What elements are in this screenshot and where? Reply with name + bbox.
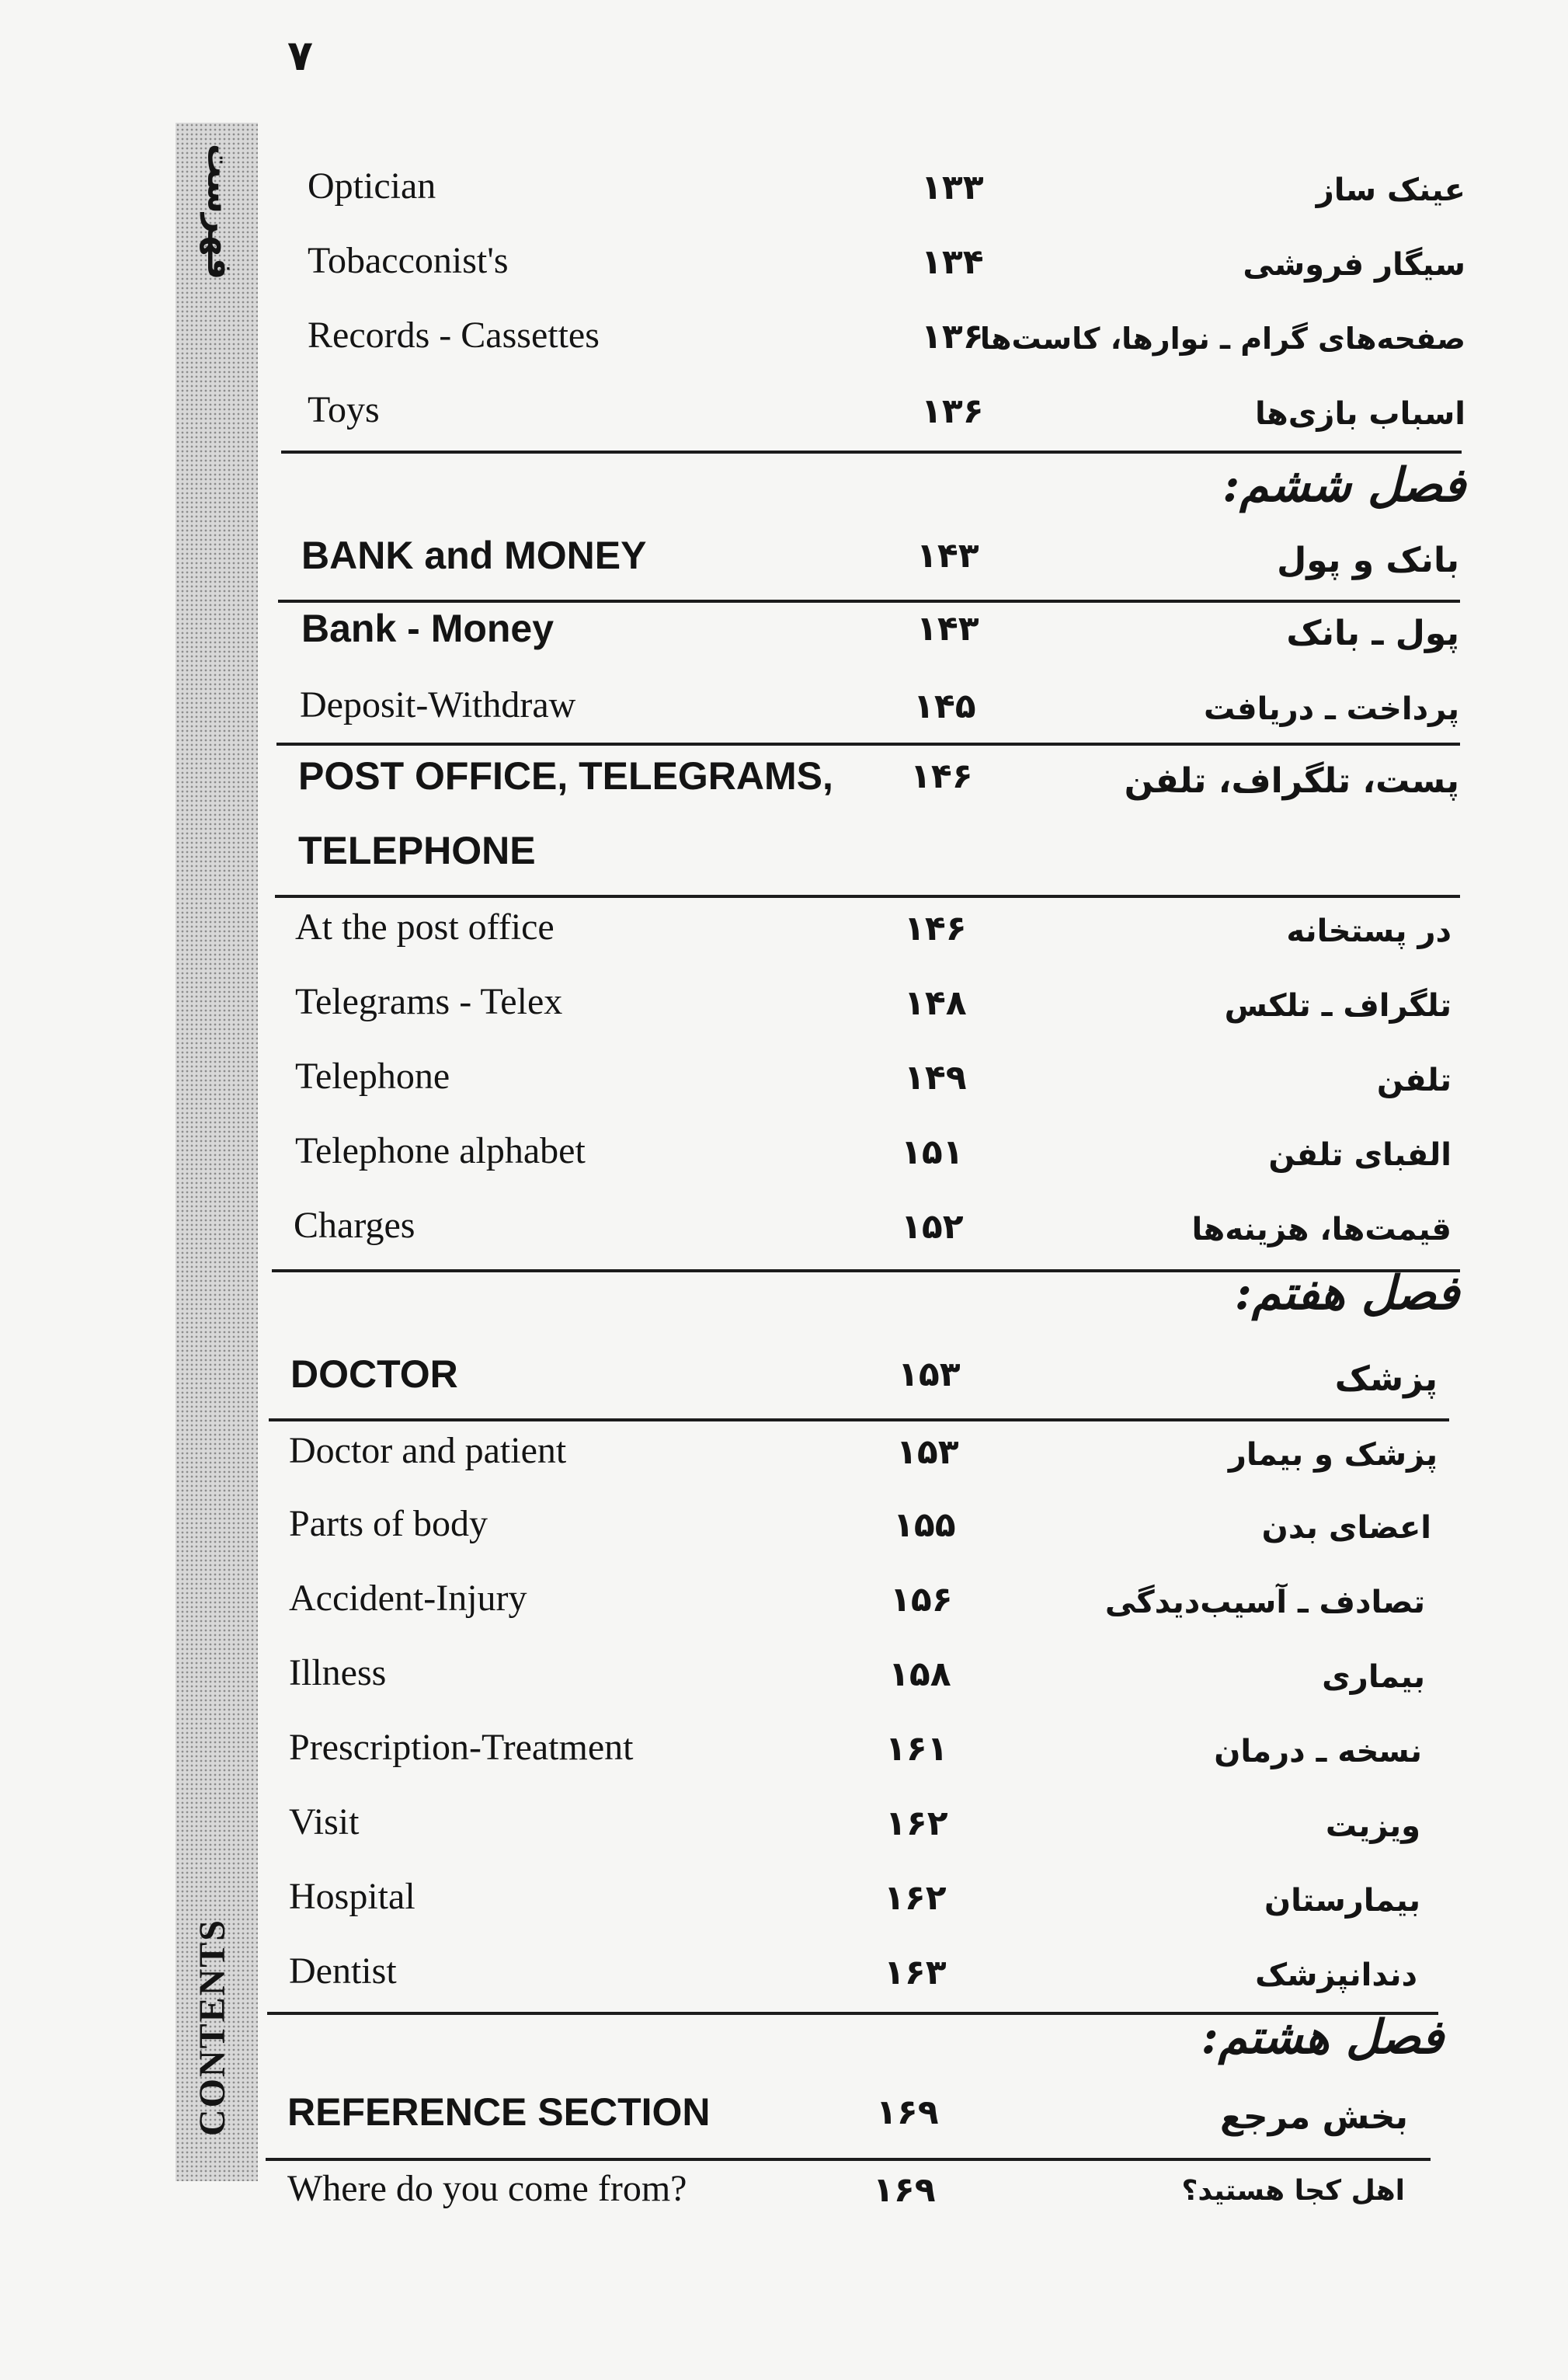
- heading-english: POST OFFICE, TELEGRAMS,: [298, 754, 833, 798]
- toc-entry: [0, 1726, 1568, 1788]
- section-heading-line2: [0, 828, 1568, 890]
- entry-persian: صفحه‌های گرام ـ نوارها، کاست‌ها: [979, 322, 1465, 356]
- heading-persian: پزشک: [1334, 1359, 1438, 1399]
- entry-page: ۱۵۲: [901, 1207, 964, 1247]
- entry-persian: اهل کجا هستید؟: [1181, 2175, 1405, 2207]
- entry-page: ۱۳۶: [921, 391, 984, 431]
- section-divider: [266, 2158, 1431, 2161]
- toc-entry: [0, 1055, 1568, 1117]
- entry-english: Telephone alphabet: [295, 1130, 586, 1171]
- entry-english: Telephone: [295, 1056, 450, 1097]
- side-label-en: CONTENTS: [192, 1919, 233, 2137]
- toc-entry: [0, 1204, 1568, 1266]
- toc-entry: [0, 1950, 1568, 2012]
- entry-english: Where do you come from?: [287, 2168, 687, 2209]
- entry-persian: اسباب بازی‌ها: [1255, 396, 1465, 432]
- toc-entry: [0, 906, 1568, 968]
- entry-english: Illness: [289, 1652, 387, 1693]
- entry-persian: قیمت‌ها، هزینه‌ها: [1191, 1212, 1452, 1247]
- entry-persian: اعضای بدن: [1261, 1510, 1431, 1546]
- entry-page: ۱۵۳: [896, 1432, 959, 1472]
- side-label-fa: فهرست: [200, 144, 239, 280]
- toc-entry: [0, 1801, 1568, 1863]
- entry-persian: پرداخت ـ دریافت: [1204, 691, 1459, 727]
- chapter-title: فصل هفتم:: [1234, 1266, 1459, 1320]
- heading-persian: بخش مرجع: [1219, 2097, 1408, 2137]
- entry-page: ۱۴۶: [904, 909, 967, 948]
- entry-english: Tobacconist's: [308, 240, 509, 281]
- entry-persian: ویزیت: [1325, 1808, 1420, 1844]
- entry-english: Records - Cassettes: [308, 315, 600, 356]
- toc-entry: [0, 388, 1568, 451]
- entry-page: ۱۵۶: [890, 1580, 953, 1620]
- entry-persian: در پستخانه: [1286, 913, 1452, 949]
- toc-entry: [0, 684, 1568, 746]
- heading-page: ۱۵۳: [898, 1355, 961, 1394]
- toc-entry: [0, 1429, 1568, 1491]
- heading-page: ۱۶۹: [876, 2093, 939, 2132]
- entry-english: At the post office: [295, 906, 555, 948]
- toc-entry: [0, 2167, 1568, 2229]
- heading-english: DOCTOR: [290, 1352, 458, 1396]
- entry-page: ۱۴۳: [916, 609, 979, 649]
- entry-persian: عینک ساز: [1316, 172, 1465, 208]
- entry-persian: بیمارستان: [1264, 1883, 1420, 1919]
- entry-persian: الفبای تلفن: [1268, 1137, 1452, 1173]
- entry-english: Optician: [308, 165, 436, 207]
- entry-page: ۱۵۸: [888, 1655, 951, 1694]
- entry-page: ۱۵۱: [901, 1133, 964, 1172]
- entry-persian: تلفن: [1376, 1063, 1452, 1098]
- entry-persian: تلگراف ـ تلکس: [1224, 988, 1452, 1024]
- section-heading: [0, 533, 1568, 595]
- entry-page: ۱۶۲: [884, 1878, 947, 1918]
- entry-english: Deposit-Withdraw: [300, 684, 576, 725]
- entry-page: ۱۶۳: [884, 1953, 947, 1992]
- entry-english: Accident-Injury: [289, 1578, 527, 1619]
- chapter-title: فصل هشتم:: [1201, 2010, 1444, 2065]
- toc-entry: [0, 165, 1568, 227]
- entry-english: Charges: [294, 1205, 415, 1246]
- entry-english: Bank - Money: [301, 607, 555, 650]
- entry-page: ۱۴۸: [904, 983, 967, 1023]
- entry-persian: پول ـ بانک: [1286, 614, 1459, 653]
- section-heading: [0, 1352, 1568, 1414]
- heading-persian: پست، تلگراف، تلفن: [1124, 761, 1459, 801]
- section-divider: [278, 600, 1460, 603]
- heading-page: ۱۴۳: [916, 536, 979, 576]
- entry-page: ۱۳۴: [921, 242, 984, 282]
- toc-entry: [0, 239, 1568, 301]
- entry-english: Prescription-Treatment: [289, 1727, 634, 1768]
- heading-english: REFERENCE SECTION: [287, 2090, 711, 2134]
- entry-persian: تصادف ـ آسیب‌دیدگی: [1104, 1585, 1425, 1620]
- toc-entry: [0, 606, 1568, 668]
- heading-persian: بانک و پول: [1277, 541, 1459, 580]
- section-heading: [0, 2089, 1568, 2152]
- entry-page: ۱۵۵: [893, 1505, 956, 1545]
- entry-page: ۱۶۲: [885, 1804, 948, 1843]
- entry-english: Doctor and patient: [289, 1430, 567, 1471]
- entry-english: Toys: [308, 389, 380, 430]
- section-divider: [269, 1418, 1449, 1421]
- toc-entry: [0, 1577, 1568, 1639]
- section-divider: [275, 895, 1460, 898]
- heading-english-line2: TELEPHONE: [298, 829, 536, 872]
- toc-entry: [0, 314, 1568, 376]
- entry-page: ۱۴۹: [904, 1058, 967, 1098]
- entry-page: ۱۶۹: [873, 2170, 936, 2210]
- toc-entry: [0, 1129, 1568, 1192]
- entry-persian: بیماری: [1322, 1659, 1425, 1695]
- entry-page: ۱۶۱: [885, 1729, 948, 1769]
- entry-page: ۱۳۶: [921, 317, 984, 357]
- section-divider: [276, 743, 1460, 746]
- entry-english: Hospital: [289, 1876, 415, 1917]
- heading-page: ۱۴۶: [910, 757, 973, 796]
- toc-entry: [0, 980, 1568, 1042]
- entry-persian: دندانپزشک: [1255, 1957, 1417, 1993]
- page-number: ۷: [287, 31, 313, 80]
- entry-persian: نسخه ـ درمان: [1214, 1734, 1422, 1769]
- entry-english: Telegrams - Telex: [295, 981, 563, 1022]
- chapter-title: فصل ششم:: [1222, 458, 1465, 513]
- entry-english: Dentist: [289, 1950, 397, 1992]
- entry-page: ۱۳۳: [921, 168, 984, 207]
- entry-english: Parts of body: [289, 1503, 488, 1544]
- section-heading: [0, 753, 1568, 816]
- entry-page: ۱۴۵: [913, 687, 976, 726]
- entry-english: Visit: [289, 1801, 360, 1842]
- toc-entry: [0, 1502, 1568, 1564]
- entry-persian: سیگار فروشی: [1243, 247, 1465, 283]
- heading-english: BANK and MONEY: [301, 534, 647, 577]
- toc-entry: [0, 1875, 1568, 1937]
- section-divider: [281, 451, 1462, 454]
- toc-entry: [0, 1651, 1568, 1714]
- entry-persian: پزشک و بیمار: [1228, 1437, 1438, 1473]
